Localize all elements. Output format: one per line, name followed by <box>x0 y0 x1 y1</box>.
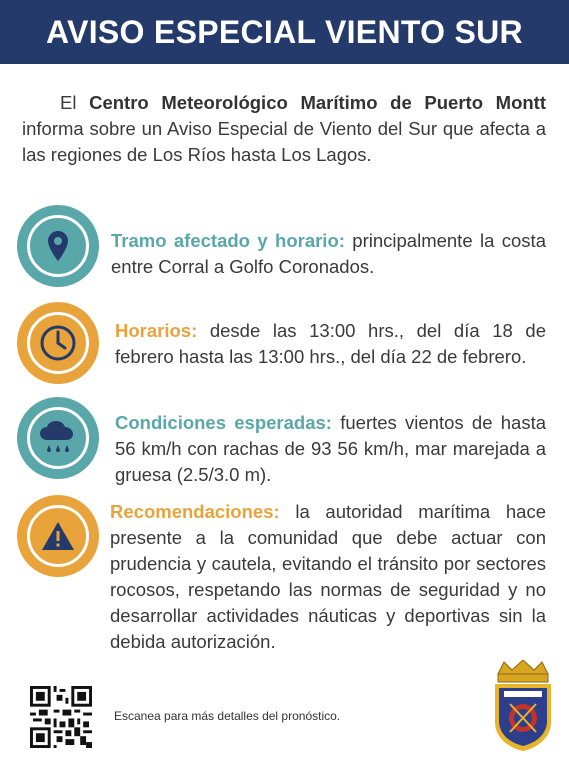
item-label: Horarios: <box>115 320 198 341</box>
item-text <box>115 410 546 488</box>
page-title: AVISO ESPECIAL VIENTO SUR <box>46 13 523 50</box>
item-label: Tramo afectado y horario: <box>111 230 345 251</box>
header-bar <box>0 0 569 64</box>
qr-code-icon[interactable] <box>30 686 92 748</box>
scan-caption: Escanea para más detalles del pronóstico. <box>114 709 341 723</box>
intro-prefix: El <box>60 92 90 113</box>
item-body: la autoridad marítima hace presente a la comunidad que debe actuar con prudencia y cautela, evitando el tránsito por sectores rocosos, respetando las normas de seguridad y no desarrollar actividades náuticas y deportivas sin la debida autorización. <box>110 501 546 652</box>
item-body: fuertes vientos de hasta 56 km/h con rachas de 93 56 km/h, mar marejada a gruesa (2.5/3.0 m). <box>115 412 546 485</box>
item-label: Condiciones esperadas: <box>115 412 332 433</box>
navy-crest-logo <box>490 660 556 752</box>
item-label: Recomendaciones: <box>110 501 280 522</box>
location-pin-icon <box>17 205 99 287</box>
intro-rest: informa sobre un Aviso Especial de Viento del Sur que afecta a las regiones de Los Ríos hasta Los Lagos. <box>22 118 546 165</box>
warning-icon <box>17 495 99 577</box>
intro-org: Centro Meteorológico Marítimo de Puerto Montt <box>89 92 546 113</box>
item-body: desde las 13:00 hrs., del día 18 de febrero hasta las 13:00 hrs., del día 22 de febrero. <box>115 320 546 367</box>
intro-paragraph <box>22 90 546 168</box>
clock-icon <box>17 302 99 384</box>
item-text <box>115 318 546 370</box>
item-text <box>111 228 546 280</box>
item-text <box>110 499 546 655</box>
item-body: principalmente la costa entre Corral a Golfo Coronados. <box>111 230 546 277</box>
rain-cloud-icon <box>17 397 99 479</box>
